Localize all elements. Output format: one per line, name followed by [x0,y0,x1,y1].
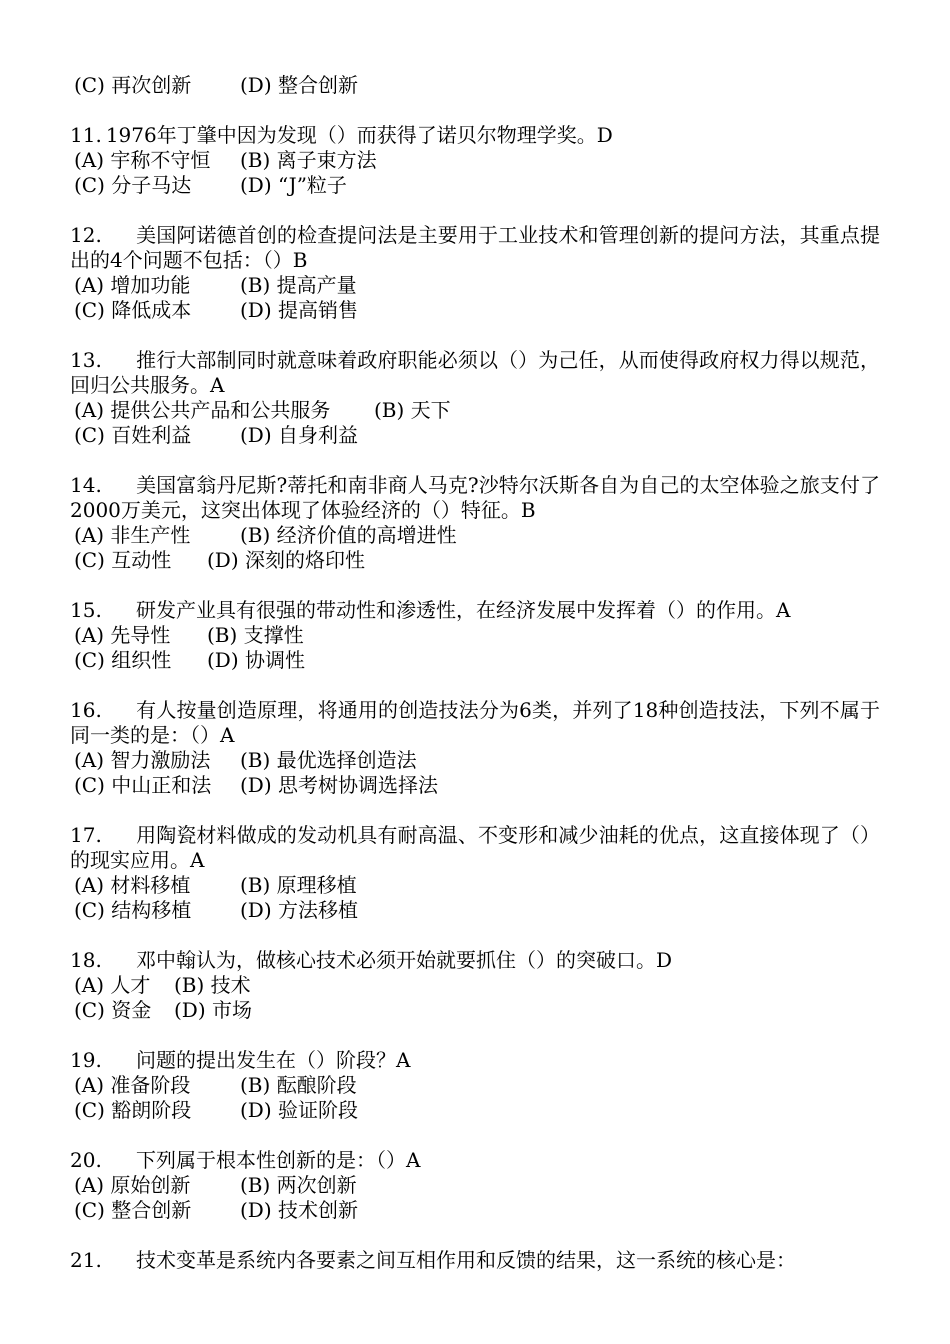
options-row-ab [70,623,880,648]
option-c: (C) 结构移植 [74,898,192,922]
question-number: 15. [70,598,102,622]
option-d: (D) 技术创新 [240,1198,358,1222]
option-d: (D) 思考树协调选择法 [240,773,438,797]
question-text: 美国富翁丹尼斯?蒂托和南非商人马克?沙特尔沃斯各自为自己的太空体验之旅支付了2000万美元，这突出体现了体验经济的（）特征。B [70,473,880,522]
options-row-cd [70,1098,880,1123]
question-18 [70,948,880,1023]
question-number: 14. [70,473,102,497]
option-d: (D) 整合创新 [240,73,358,97]
option-b: (B) 原理移植 [240,873,357,897]
option-c: (C) 资金 [74,998,152,1022]
question-body [70,598,880,623]
options-row-ab [70,148,880,173]
question-text: 问题的提出发生在（）阶段？A [136,1048,411,1072]
options-row-cd [70,998,880,1023]
option-a: (A) 原始创新 [74,1173,191,1197]
option-a: (A) 先导性 [74,623,171,647]
option-d: (D) 市场 [174,998,252,1022]
option-c: (C) 豁朗阶段 [74,1098,192,1122]
question-number: 16. [70,698,102,722]
options-row-cd [70,298,880,323]
options-row-cd-top [70,73,880,98]
option-b: (B) 技术 [174,973,251,997]
question-body [70,223,880,273]
option-c: (C) 百姓利益 [74,423,192,447]
question-number: 20. [70,1148,102,1172]
question-19 [70,1048,880,1123]
question-number: 21. [70,1248,102,1272]
option-a: (A) 材料移植 [74,873,191,897]
options-row-cd [70,898,880,923]
options-row-cd [70,548,880,573]
question-text: 有人按量创造原理，将通用的创造技法分为6类，并列了18种创造技法，下列不属于同一类的是：（）A [70,698,880,747]
question-16 [70,698,880,798]
question-11 [70,123,880,198]
option-a: (A) 宇称不守恒 [74,148,211,172]
question-text: 用陶瓷材料做成的发动机具有耐高温、不变形和减少油耗的优点，这直接体现了（）的现实应用。A [70,823,880,872]
option-d: (D) 深刻的烙印性 [207,548,365,572]
option-b: (B) 离子束方法 [240,148,377,172]
option-d: (D) 协调性 [207,648,305,672]
option-c: (C) 整合创新 [74,1198,192,1222]
option-d: (D) “J”粒子 [240,173,347,197]
option-a: (A) 人才 [74,973,151,997]
option-c: (C) 再次创新 [74,73,192,97]
option-a: (A) 提供公共产品和公共服务 [74,398,331,422]
question-13 [70,348,880,448]
options-row-ab [70,398,880,423]
question-number: 13. [70,348,102,372]
question-20 [70,1148,880,1223]
option-b: (B) 经济价值的高增进性 [240,523,457,547]
option-c: (C) 降低成本 [74,298,192,322]
question-body [70,1148,880,1173]
question-body [70,1048,880,1073]
question-21 [70,1248,880,1273]
question-12 [70,223,880,323]
question-text: 1976年丁肇中因为发现（）而获得了诺贝尔物理学奖。D [105,123,613,147]
options-row-ab [70,273,880,298]
option-a: (A) 增加功能 [74,273,191,297]
options-row-ab [70,873,880,898]
question-number: 12. [70,223,102,247]
option-a: (A) 准备阶段 [74,1073,191,1097]
question-text: 推行大部制同时就意味着政府职能必须以（）为己任，从而使得政府权力得以规范，回归公共服务。A [70,348,880,397]
question-text: 邓中翰认为，做核心技术必须开始就要抓住（）的突破口。D [136,948,673,972]
option-d: (D) 方法移植 [240,898,358,922]
options-row-cd [70,773,880,798]
question-text: 美国阿诺德首创的检查提问法是主要用于工业技术和管理创新的提问方法，其重点提出的4个问题不包括：（）B [70,223,880,272]
options-row-ab [70,973,880,998]
option-b: (B) 酝酿阶段 [240,1073,357,1097]
question-body [70,1248,880,1273]
option-a: (A) 非生产性 [74,523,191,547]
option-a: (A) 智力激励法 [74,748,211,772]
option-b: (B) 最优选择创造法 [240,748,417,772]
options-row-ab [70,1173,880,1198]
question-number: 18. [70,948,102,972]
question-17 [70,823,880,923]
options-row-cd [70,423,880,448]
question-number: 19. [70,1048,102,1072]
option-c: (C) 组织性 [74,648,172,672]
question-body [70,473,880,523]
option-b: (B) 两次创新 [240,1173,357,1197]
option-c: (C) 互动性 [74,548,172,572]
question-number: 11. [70,123,102,147]
option-c: (C) 分子马达 [74,173,192,197]
option-d: (D) 提高销售 [240,298,358,322]
question-body [70,823,880,873]
option-d: (D) 自身利益 [240,423,358,447]
question-number: 17. [70,823,102,847]
options-row-ab [70,1073,880,1098]
option-c: (C) 中山正和法 [74,773,212,797]
options-row-cd [70,648,880,673]
options-row-ab [70,523,880,548]
question-text: 技术变革是系统内各要素之间互相作用和反馈的结果，这一系统的核心是： [136,1248,796,1272]
option-b: (B) 天下 [374,398,451,422]
question-14 [70,473,880,573]
question-text: 研发产业具有很强的带动性和渗透性，在经济发展中发挥着（）的作用。A [136,598,791,622]
options-row-ab [70,748,880,773]
options-row-cd [70,173,880,198]
option-b: (B) 支撑性 [207,623,304,647]
question-body [70,698,880,748]
question-body [70,348,880,398]
option-b: (B) 提高产量 [240,273,357,297]
option-d: (D) 验证阶段 [240,1098,358,1122]
question-text: 下列属于根本性创新的是：（）A [136,1148,421,1172]
options-row-cd [70,1198,880,1223]
question-15 [70,598,880,673]
question-body [70,948,880,973]
